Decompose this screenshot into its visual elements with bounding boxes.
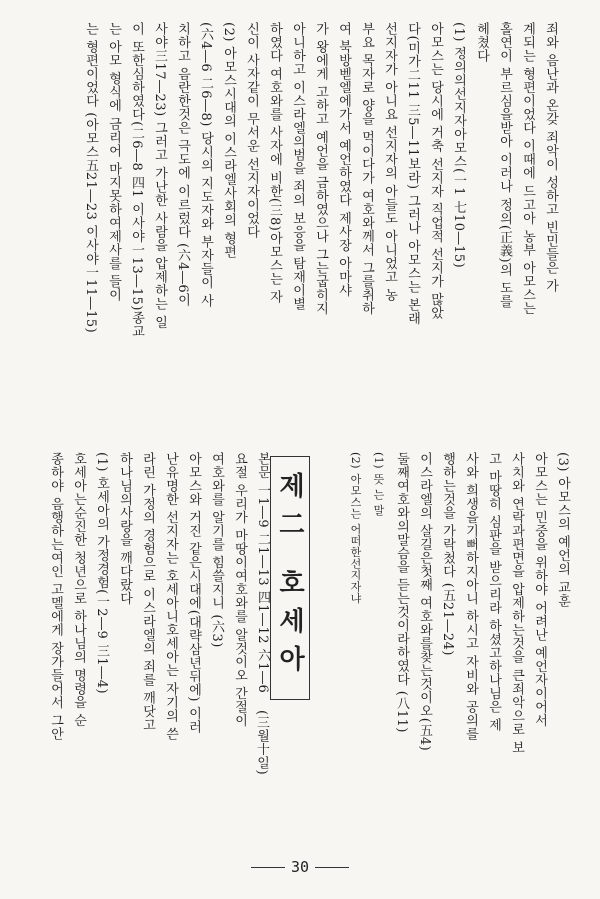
footer-dash-right (315, 867, 349, 868)
section-title: 제二 호세아 (274, 472, 305, 684)
bottom-left-section-text (44, 452, 274, 844)
text-line: 난유명한 선지자는 호세아니호세아는 자기의 쓴 (163, 452, 178, 741)
text-line: 홀연이 부르심을받아 이러나 정의(正義)의 도를 (497, 22, 512, 309)
text-line: 가 왕에게 고하고 예언을 금하였으나 그는굽히지 (313, 22, 328, 316)
text-line: 헤쳤다 (474, 22, 489, 63)
text-line: (2) 아모스시대의 이스라엘사회의 형편 (221, 22, 236, 259)
text-line: 이 또한심하였다(二6―8 四1 이사야一13―15)종교 (129, 22, 144, 338)
section-date: (三월十일) (254, 710, 269, 776)
text-line: 이스라엘의 살길은첫째 여호와를찾는것이오(五4) (417, 452, 432, 752)
top-section-text (34, 22, 562, 402)
text-line: 호세아는순진한 청년으로 하나님의 명령을 순 (71, 452, 86, 728)
text-line: (1) 정의의선지자아모스(一1 七10―15) (451, 22, 466, 269)
text-line: 하였다 여호와를 사자에 비한(三8)아모스는 자 (267, 22, 282, 304)
text-line: 본문 一1―9 二1―13 四1―12 六1―6 (255, 452, 270, 694)
text-line: 다(미가二11 三5―11보라) 그러나 아모스는 본래 (405, 22, 420, 326)
text-line: 행하는것을 가락첬다 (五21―24) (440, 452, 455, 656)
text-line: 여호와를 알기를 힘쓸지니 (六3) (209, 452, 224, 648)
text-line: 아니하고 이스라엘의범을 죄의 보응을 탐재이별 (290, 22, 305, 311)
text-line: 부요 목자로 양을 먹이다가 여호와께서 그를취하 (359, 22, 374, 316)
text-line: 아모스는 민중을 위하야 어려난 예언자이어서 (532, 452, 547, 728)
text-line: 고 마땅히 심판을 받으리라 하셨고하나님은 제 (486, 452, 501, 732)
text-line: (3) 아모스의 예언의 교훈 (555, 452, 570, 608)
text-line: 는 아모 형식에 금리어 마지못하여제사를 들이 (106, 22, 121, 302)
text-line: 둘째여호와의말슴을 듣는것이라하였다 (八11) (394, 452, 409, 733)
text-line: 하나님의사랑을 깨다랐다 (117, 452, 132, 606)
bottom-right-section-text (318, 452, 574, 844)
page-number: 30 (290, 858, 310, 876)
text-line: 아모스는 당시에 거축 선지자 직업적 선지가 많았 (428, 22, 443, 320)
text-line: (1) 뜻 는 말 (372, 452, 385, 516)
page-number-footer (0, 858, 600, 876)
text-line: 사치와 연락과편면을 압제하는것을 큰죄악으로 보 (509, 452, 524, 755)
text-line: (2) 아모스는 어떠한선지자냐 (349, 452, 362, 604)
text-line: 사야三17―23) 그러고 가난한 사람을 압제하는 일 (152, 22, 167, 329)
text-line: 계되는 형편이었다 이때에 드고아 농부 아모스는 (520, 22, 535, 316)
text-line: (六4―6 二6―8) 당시의 지도자와 부자들이 사 (198, 22, 213, 308)
text-line: 죄와 음난과 온갖 죄악이 성하고 빈민들은 가 (543, 22, 558, 293)
text-line: (1) 호세아의 가정경험(一2―9 三1―4) (94, 452, 109, 695)
text-line: 치하고 음란한것은 극도에 이르렀다 (六4―6이 (175, 22, 190, 307)
text-line: 는 형편이었다 (아모스五21―23 이사야一11―15) (83, 22, 98, 334)
text-line: 선지자가 아니요 선지자의 아들도 아니었고 농 (382, 22, 397, 302)
text-line: 여 북방벧엘에가서 예언하였다 제사장 아마샤 (336, 22, 351, 298)
text-line: 사와 희생을기뻐하지아니 하시고 자비와 공의를 (463, 452, 478, 741)
text-line: 아모스와 거진 같은시대에(대략삼년뒤에) 이러 (186, 452, 201, 734)
footer-dash-left (251, 867, 285, 868)
text-line: 요절 우리가 마땅이여호와를 알것이오 간절이 (232, 452, 247, 728)
text-line: 라린 가정의 경험으로 이스라엘의 죄를 깨닷고 (140, 452, 155, 732)
text-line: 신이 사자같이 무서운 선지자이었다 (244, 22, 259, 239)
text-line: 종하야 음행하는여인 고멜에게 장가들어서 그안 (48, 452, 63, 741)
section-title-box (270, 456, 310, 700)
